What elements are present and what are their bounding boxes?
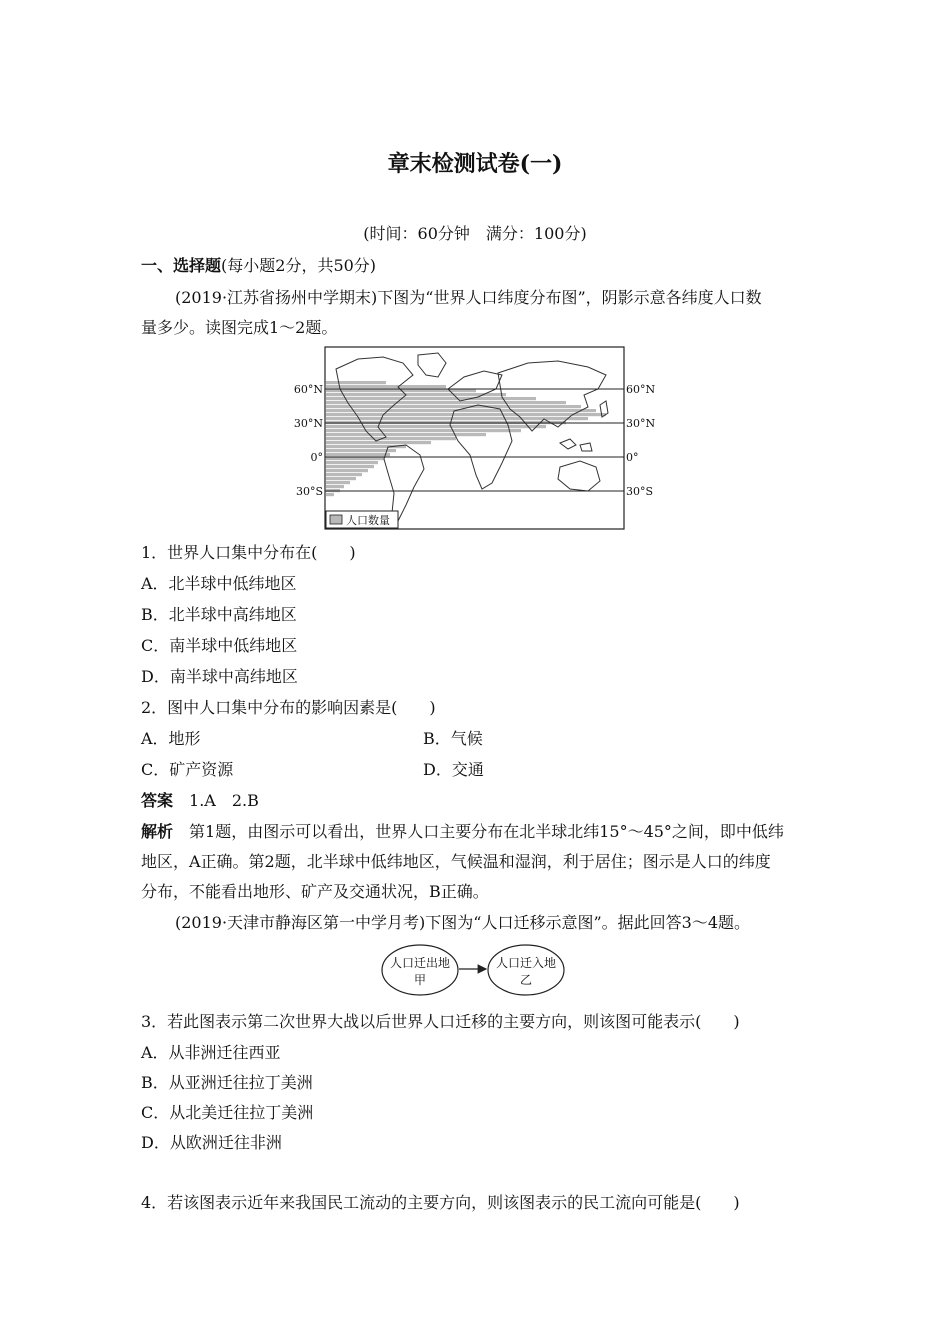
- legend-label: 人口数量: [346, 514, 390, 527]
- population-shade-bar: [326, 385, 446, 388]
- analysis-line2: 地区，A正确。第2题，北半球中低纬地区，气候温和湿润，利于居住；图示是人口的纬度: [141, 852, 771, 871]
- q3-option-b: B．从亚洲迁往拉丁美洲: [141, 1073, 313, 1092]
- population-shade-bar: [326, 485, 344, 488]
- analysis-line3: 分布，不能看出地形、矿产及交通状况，B正确。: [141, 882, 489, 901]
- origin-label: 人口迁出地: [389, 956, 451, 970]
- q2-option-a: A．地形: [141, 729, 201, 748]
- q1-option-b: B．北半球中高纬地区: [141, 605, 297, 624]
- q1-stem: 1．世界人口集中分布在( ): [141, 543, 356, 562]
- analysis-label: 解析: [141, 822, 174, 841]
- population-shade-bar: [326, 453, 390, 456]
- q2-option-b: B．气候: [423, 729, 483, 748]
- migration-diagram: [378, 942, 578, 998]
- population-shade-bar: [326, 461, 378, 464]
- q2-options-row2: [141, 760, 641, 780]
- q4-stem: 4．若该图表示近年来我国民工流动的主要方向，则该图表示的民工流向可能是( ): [141, 1193, 740, 1212]
- section-note: (每小题2分，共50分): [221, 256, 377, 275]
- population-shade-bar: [326, 397, 536, 400]
- q2-option-c: C．矿产资源: [141, 760, 234, 779]
- destination-circle: [488, 945, 564, 995]
- population-shade-bar: [326, 493, 334, 496]
- q2-option-d: D．交通: [423, 760, 484, 779]
- q3-stem: 3．若此图表示第二次世界大战以后世界人口迁移的主要方向，则该图可能表示( ): [141, 1012, 740, 1031]
- population-shade-bar: [326, 441, 431, 444]
- population-shade-bar: [326, 481, 350, 484]
- q3-option-a: A．从非洲迁往西亚: [141, 1043, 281, 1062]
- q3-option-c: C．从北美迁往拉丁美洲: [141, 1103, 314, 1122]
- intro2: (2019·天津市静海区第一中学月考)下图为“人口迁移示意图”。据此回答3～4题。: [175, 913, 751, 932]
- population-shade-bar: [326, 425, 546, 428]
- intro1-line1: (2019·江苏省扬州中学期末)下图为“世界人口纬度分布图”，阴影示意各纬度人口数: [175, 288, 762, 307]
- lat-label-left-60n: 60°N: [293, 383, 323, 396]
- population-shade-bar: [326, 473, 362, 476]
- population-shade-bar: [326, 429, 521, 432]
- page-title: 章末检测试卷(一): [387, 151, 563, 177]
- population-latitude-map: [288, 345, 668, 531]
- population-shade-bar: [326, 433, 486, 436]
- q1-option-d: D．南半球中高纬地区: [141, 667, 298, 686]
- population-shade-bar: [326, 469, 368, 472]
- exam-info: (时间：60分钟 满分：100分): [363, 224, 587, 243]
- intro1-line2: 量多少。读图完成1～2题。: [141, 318, 338, 337]
- lat-label-right-30n: 30°N: [626, 417, 656, 430]
- origin-sub: 甲: [413, 973, 427, 987]
- answer-label: 答案: [141, 791, 174, 810]
- population-shade-bar: [326, 477, 356, 480]
- section-heading: [141, 256, 376, 276]
- population-shade-bar: [326, 417, 588, 420]
- lat-label-right-0: 0°: [626, 451, 639, 464]
- population-shade-bar: [326, 449, 396, 452]
- answer-line: [141, 791, 259, 811]
- population-shade-bar: [326, 401, 566, 404]
- lat-label-left-0: 0°: [310, 451, 323, 464]
- destination-sub: 乙: [519, 973, 533, 987]
- population-shade-bar: [326, 413, 606, 416]
- q1-option-a: A．北半球中低纬地区: [141, 574, 297, 593]
- lat-label-right-60n: 60°N: [626, 383, 656, 396]
- population-shade-bar: [326, 405, 581, 408]
- analysis-line1: [141, 822, 784, 842]
- lat-label-left-30s: 30°S: [295, 485, 323, 498]
- population-shade-bar: [326, 381, 386, 384]
- population-shade-bar: [326, 437, 456, 440]
- q3-option-d: D．从欧洲迁往非洲: [141, 1133, 282, 1152]
- map-legend: [326, 511, 398, 528]
- population-shade-bar: [326, 393, 506, 396]
- answer-text: 1.A 2.B: [189, 791, 259, 810]
- q1-option-c: C．南半球中低纬地区: [141, 636, 298, 655]
- population-shade-bar: [326, 465, 374, 468]
- origin-circle: [382, 945, 458, 995]
- q2-stem: 2．图中人口集中分布的影响因素是( ): [141, 698, 436, 717]
- lat-label-left-30n: 30°N: [293, 417, 323, 430]
- lat-label-right-30s: 30°S: [626, 485, 654, 498]
- analysis-text1: 第1题，由图示可以看出，世界人口主要分布在北半球北纬15°～45°之间，即中低纬: [189, 822, 784, 841]
- destination-label: 人口迁入地: [495, 956, 557, 970]
- section-label: 一、选择题: [141, 256, 222, 275]
- q2-options-row1: [141, 729, 641, 749]
- legend-swatch: [330, 515, 342, 524]
